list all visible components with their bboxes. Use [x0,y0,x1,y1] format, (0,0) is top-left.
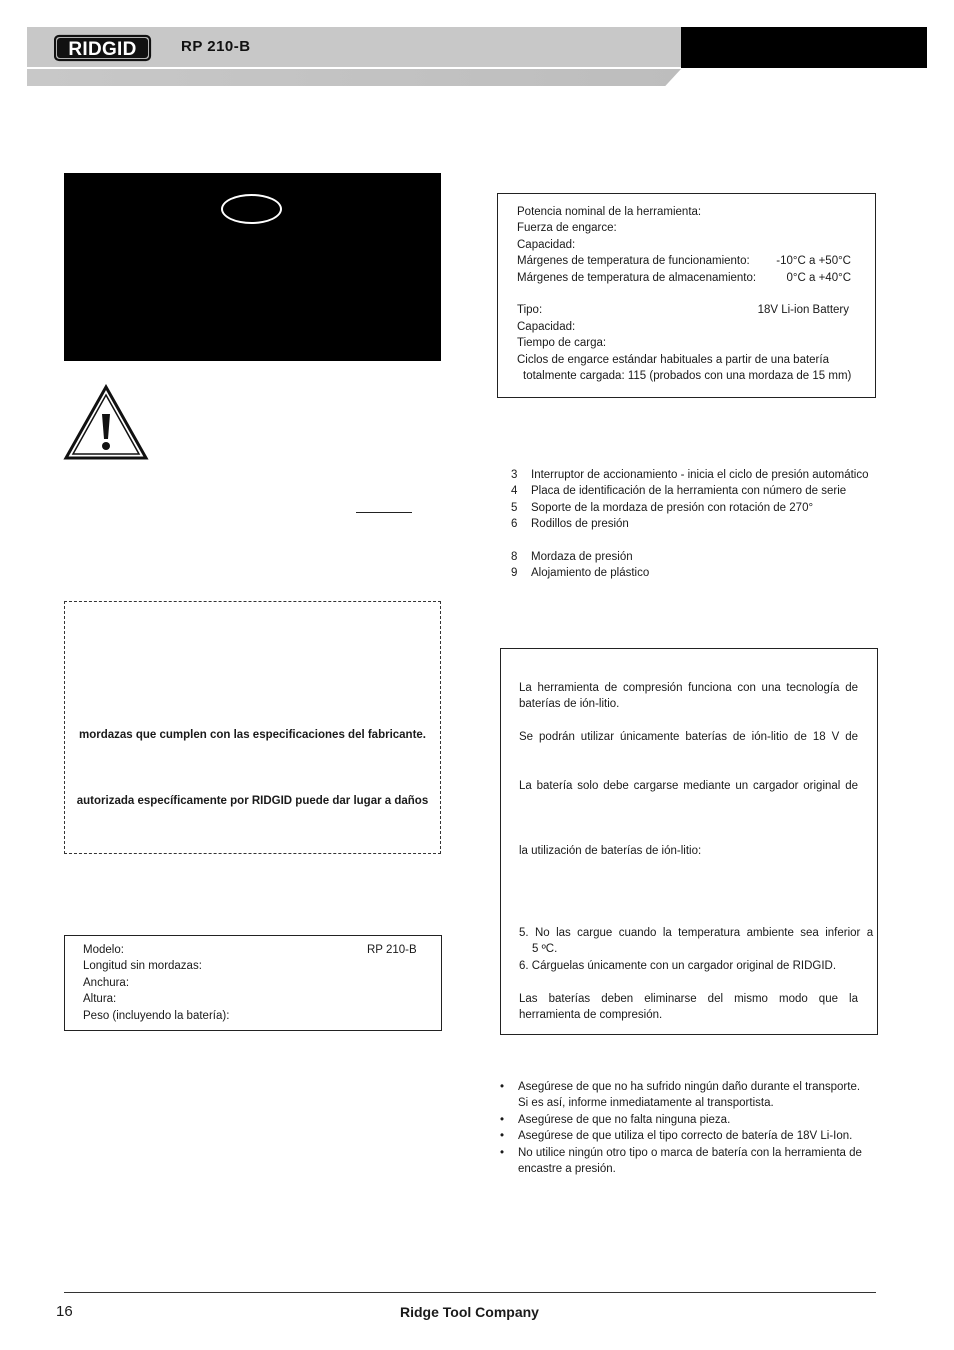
list-item [511,500,881,516]
page-number: 16 [56,1303,73,1320]
battery-info-p3: La batería solo debe cargarse mediante un cargador original de [519,780,858,792]
battery-spec-label: Capacidad: [517,320,576,333]
footer-rule [64,1292,876,1293]
battery-info-p1: La herramienta de compresión funciona con una tecnología de baterías de ión-litio. [519,682,858,711]
dimension-label: Altura: [83,993,117,1006]
dimension-row [83,1008,423,1024]
spec-row [517,253,857,269]
checklist-line: Asegúrese de que utiliza el tipo correcto de batería de 18V Li-Ion. [518,1130,853,1143]
list-item [500,1112,870,1128]
header-stripe [27,69,681,86]
dimension-row [83,975,423,991]
spec-value: -10°C a +50°C [776,255,851,268]
part-text: Alojamiento de plástico [531,567,650,580]
spec-row [517,220,857,236]
dashed-notice-box [64,601,441,854]
dimension-label: Modelo: [83,944,124,956]
bullet-icon: • [500,1146,505,1159]
battery-info-final: Las baterías deben eliminarse del mismo modo que la herramienta de compresión. [519,993,858,1022]
list-item [511,467,881,483]
ridgid-logo [54,34,154,62]
part-number: 6 [511,518,518,531]
part-number: 8 [511,551,518,564]
battery-item-5-line-2: 5 ºC. [532,943,558,955]
battery-info-p4: la utilización de baterías de ión-litio: [519,845,702,857]
battery-spec-row [517,302,857,318]
checklist-line: Si es así, informe inmediatamente al transportista. [518,1097,774,1110]
dimension-label: Anchura: [83,976,130,989]
cycles-line-1: Ciclos de engarce estándar habituales a partir de una batería [517,353,829,366]
part-text: Placa de identificación de la herramienta con número de serie [531,485,847,498]
part-text: Soporte de la mordaza de presión con rotación de 270° [531,501,814,514]
dimension-row [83,958,423,974]
battery-spec-row [517,319,857,335]
part-number: 4 [511,485,518,498]
notice-line-1: mordazas que cumplen con las especificaciones del fabricante. [78,729,427,741]
list-item [511,483,881,499]
list-item [500,1145,870,1178]
battery-spec-value: 18V Li-ion Battery [757,304,849,317]
bullet-icon: • [500,1113,505,1126]
checklist [500,1079,870,1177]
parts-list [511,467,881,582]
warning-triangle-icon [63,384,149,461]
spec-row [517,204,857,220]
checklist-line: No utilice ningún otro tipo o marca de batería con la herramienta de [518,1146,862,1159]
spec-label: Potencia nominal de la herramienta: [517,206,702,218]
checklist-line: Asegúrese de que no falta ninguna pieza. [518,1113,731,1126]
spec-row [517,270,857,286]
cycles-line-2: totalmente cargada: 115 (probados con una mordaza de 15 mm) [523,370,852,383]
battery-spec-row [517,335,857,351]
dimension-label: Peso (incluyendo la batería): [83,1009,230,1022]
dimensions-table [83,942,423,1024]
part-number: 5 [511,501,518,514]
battery-spec-label: Tipo: [517,304,543,317]
battery-info-p2: Se podrán utilizar únicamente baterías de ión-litio de 18 V de [519,731,858,743]
brand-logo-text: RIDGID [68,39,137,60]
specs-table [517,204,857,384]
bullet-icon: • [500,1081,505,1093]
battery-item-5-line-1: 5. No las cargue cuando la temperatura ambiente sea inferior a [519,927,874,939]
part-text: Interruptor de accionamiento - inicia el ciclo de presión automático [531,469,869,481]
header-black-tab [681,27,927,68]
spec-label: Márgenes de temperatura de funcionamiento: [517,255,750,268]
checklist-line: Asegúrese de que no ha sufrido ningún daño durante el transporte. [518,1081,861,1093]
part-text: Rodillos de presión [531,518,629,531]
checklist-line: encastre a presión. [518,1163,616,1176]
bullet-icon: • [500,1130,505,1143]
battery-spec-label: Tiempo de carga: [517,337,607,350]
part-text: Mordaza de presión [531,551,633,564]
part-number: 9 [511,567,518,580]
notice-line-2: autorizada específicamente por RIDGID puede dar lugar a daños [76,795,429,807]
model-title: RP 210-B [181,38,251,55]
dimension-value: RP 210-B [367,944,417,956]
spec-label: Fuerza de engarce: [517,222,617,235]
underline-mark [356,512,412,513]
list-item [500,1079,870,1112]
spec-value: 0°C a +40°C [786,271,851,284]
footer-company: Ridge Tool Company [400,1304,539,1320]
list-item [511,549,881,565]
battery-item-6: 6. Cárguelas únicamente con un cargador original de RIDGID. [519,960,837,972]
list-item [511,565,881,581]
dimension-label: Longitud sin mordazas: [83,960,202,973]
spec-row [517,237,857,253]
spec-label: Márgenes de temperatura de almacenamiento: [517,271,757,284]
list-item [500,1128,870,1144]
part-number: 3 [511,469,518,481]
oval-outline [221,194,282,224]
dimension-row [83,942,423,958]
spec-label: Capacidad: [517,238,576,251]
list-item [511,516,881,532]
dimension-row [83,991,423,1007]
